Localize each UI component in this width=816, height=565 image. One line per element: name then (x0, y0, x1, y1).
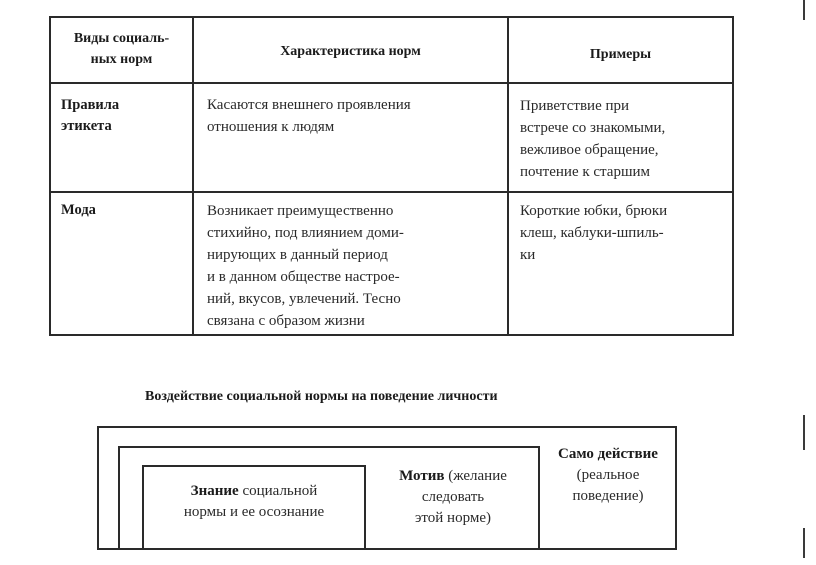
row-characteristic-fashion: Возникает преимущественно стихийно, под влиянием доми- нирующих в данный период и в данном обществе настрое- ний, вкусов, увлечений. Тесно связана с образом жизни (207, 203, 404, 329)
header-norm-types-line: Виды социаль- (73, 31, 170, 46)
header-norm-types-line: ных норм (90, 52, 153, 67)
row-characteristic-etiquette: Касаются внешнего проявления отношения к людям (207, 97, 411, 135)
middle-box-text: Мотив (желание следовать этой норме) (399, 468, 507, 526)
page-edge-mark (803, 528, 805, 558)
table-row-divider (51, 191, 732, 193)
page-edge-mark (803, 415, 805, 450)
row-examples-etiquette: Приветствие при встрече со знакомыми, вежливое обращение, почтение к старшим (520, 98, 666, 180)
row-type-fashion: Мода (61, 202, 96, 218)
inner-box-text: Знание социальной нормы и ее осознание (183, 483, 325, 520)
diagram-title: Воздействие социальной нормы на поведение личности (145, 389, 498, 404)
social-norms-table (49, 16, 734, 336)
table-row-divider (51, 82, 732, 84)
header-characteristic: Характеристика норм (280, 44, 421, 59)
outer-box-text: Само действие (реальное поведение) (558, 446, 658, 504)
table-column-divider (192, 18, 194, 334)
header-norm-types (53, 28, 190, 70)
row-type-etiquette: Правила этикета (61, 97, 120, 134)
table-column-divider (507, 18, 509, 334)
page-edge-mark (803, 0, 805, 20)
header-examples: Примеры (589, 47, 652, 62)
row-examples-fashion: Короткие юбки, брюки клеш, каблуки-шпиль- ки (520, 203, 668, 263)
